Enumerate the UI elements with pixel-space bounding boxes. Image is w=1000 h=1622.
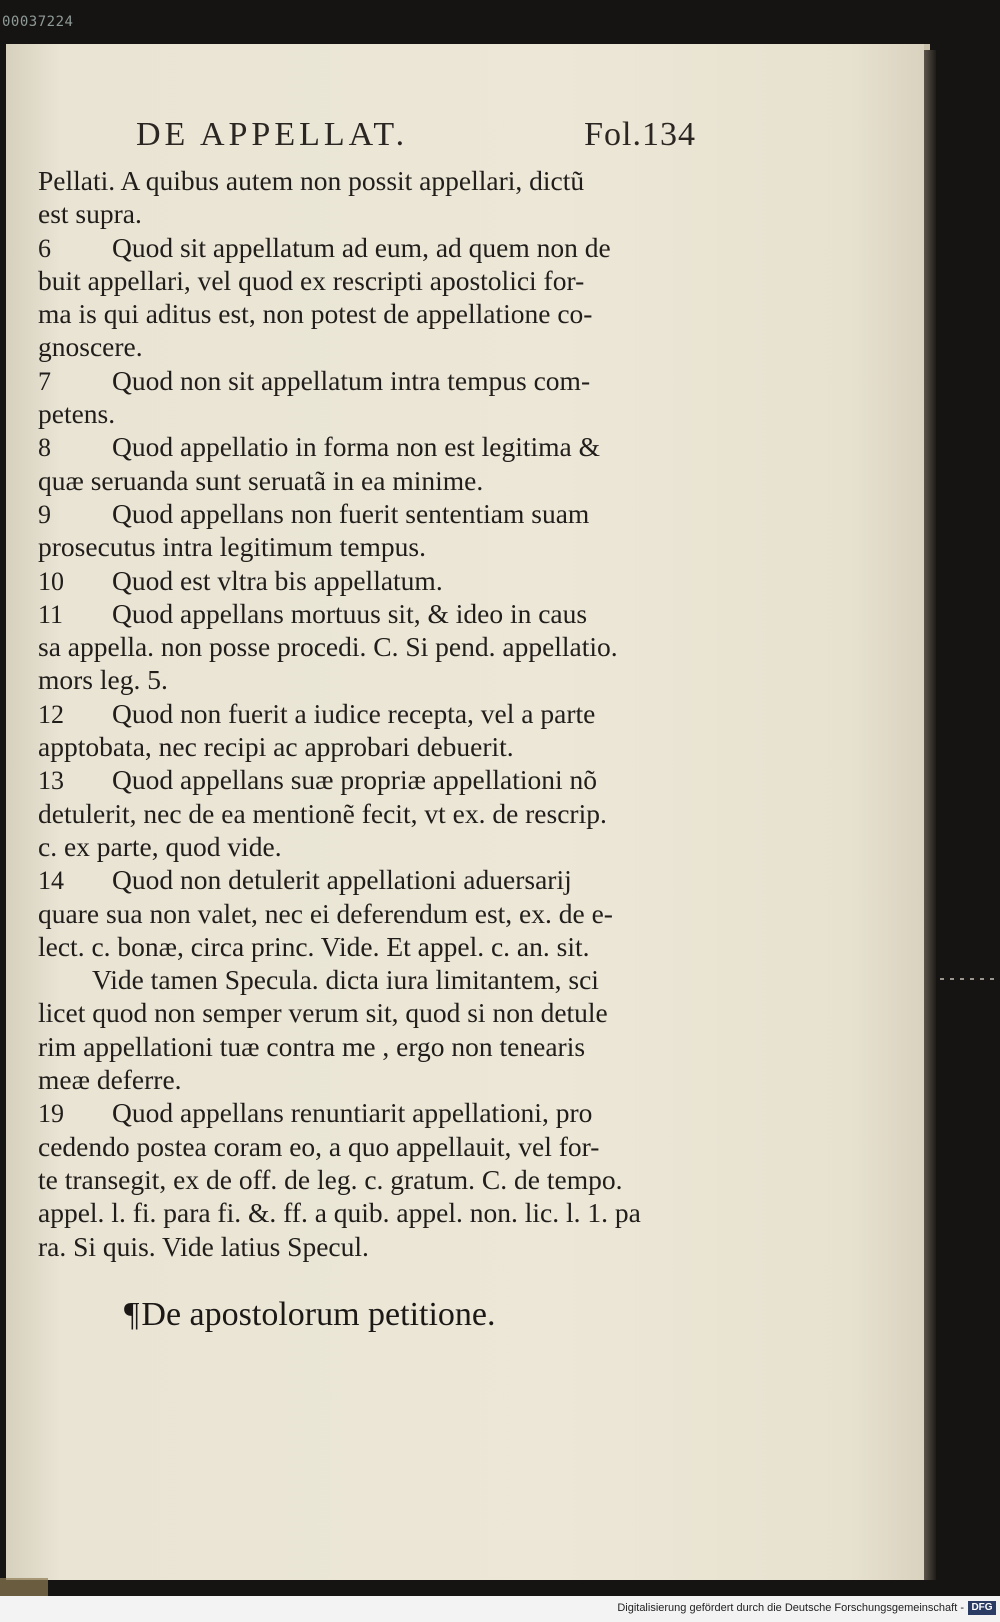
text-line <box>38 364 718 397</box>
item-number: 13 <box>38 766 64 796</box>
text-line <box>38 797 718 830</box>
line-text: Quod sit appellatum ad eum, ad quem non de <box>112 231 611 263</box>
page-edge <box>924 50 936 1580</box>
text-line <box>38 663 718 696</box>
line-text: Quod appellatio in forma non est legitima & <box>112 431 601 463</box>
line-text: te transegit, ex de off. de leg. c. gratum. C. de tempo. <box>38 1163 623 1195</box>
text-line <box>38 464 718 497</box>
line-text: Quod appellans renuntiarit appellationi, pro <box>112 1097 593 1129</box>
text-line <box>38 897 718 930</box>
line-text: sa appella. non posse procedi. C. Si pend. appellatio. <box>38 631 618 663</box>
line-text: Quod appellans suæ propriæ appellationi nõ <box>112 764 597 796</box>
line-text: Pellati. A quibus autem non possit appellari, dictũ <box>38 165 585 196</box>
line-text: mors leg. 5. <box>38 664 168 696</box>
text-line <box>38 197 718 230</box>
running-head-title: DE APPELLAT. <box>136 116 409 153</box>
text-line <box>38 330 718 363</box>
dotted-marker <box>940 978 996 980</box>
text-line <box>38 1096 718 1129</box>
item-number: 7 <box>38 366 51 396</box>
line-text: Quod non detulerit appellationi aduersarij <box>112 864 572 896</box>
line-text: gnoscere. <box>38 331 143 363</box>
text-line <box>38 1230 718 1263</box>
line-text: buit appellari, vel quod ex rescripti apostolici for- <box>38 264 585 296</box>
text-line <box>38 730 718 763</box>
line-text: est supra. <box>38 198 142 230</box>
text-line <box>38 1163 718 1196</box>
text-line <box>38 264 718 297</box>
line-text: meæ deferre. <box>38 1064 182 1096</box>
corner-mark <box>0 1578 48 1596</box>
line-text: licet quod non semper verum sit, quod si non detule <box>38 997 608 1029</box>
section-heading <box>124 1296 496 1334</box>
line-text: Quod appellans non fuerit sententiam suam <box>112 497 590 529</box>
text-line <box>38 597 718 630</box>
line-text: quæ seruanda sunt seruatã in ea minime. <box>38 464 484 496</box>
line-text: prosecutus intra legitimum tempus. <box>38 531 426 563</box>
line-text: petens. <box>38 398 116 430</box>
text-line <box>38 430 718 463</box>
text-line <box>38 963 718 996</box>
text-line <box>38 1130 718 1163</box>
line-text: ma is qui aditus est, non potest de appellatione co- <box>38 298 593 330</box>
text-line <box>38 164 718 197</box>
item-number: 19 <box>38 1099 64 1129</box>
text-line <box>38 1063 718 1096</box>
item-number: 12 <box>38 699 64 729</box>
text-line <box>38 996 718 1029</box>
text-line <box>38 1196 718 1229</box>
line-text: ra. Si quis. Vide latius Specul. <box>38 1230 369 1262</box>
footer-bar <box>0 1596 1000 1622</box>
text-line <box>38 1030 718 1063</box>
line-text: c. ex parte, quod vide. <box>38 830 282 862</box>
item-number: 9 <box>38 499 51 529</box>
running-head <box>136 112 696 162</box>
line-text: Quod appellans mortuus sit, & ideo in caus <box>112 597 588 629</box>
line-text: quare sua non valet, nec ei deferendum est, ex. de e- <box>38 897 613 929</box>
text-line <box>38 397 718 430</box>
folio-number: Fol.134 <box>584 116 696 153</box>
dfg-logo: DFG <box>968 1601 996 1615</box>
scan-id-label: 00037224 <box>2 14 74 30</box>
text-line <box>38 530 718 563</box>
text-line <box>38 830 718 863</box>
line-text: Quod non fuerit a iudice recepta, vel a parte <box>112 697 596 729</box>
text-line <box>38 630 718 663</box>
item-number: 11 <box>38 599 64 629</box>
line-text: Quod non sit appellatum intra tempus com- <box>112 364 591 396</box>
line-text: detulerit, nec de ea mentionẽ fecit, vt ex. de rescrip. <box>38 797 607 829</box>
section-heading-text: De apostolorum petitione. <box>141 1296 496 1333</box>
text-line <box>38 763 718 796</box>
line-text: rim appellationi tuæ contra me , ergo non tenearis <box>38 1030 586 1062</box>
item-number: 10 <box>38 566 64 596</box>
item-number: 14 <box>38 866 64 896</box>
text-line <box>38 497 718 530</box>
line-text: cedendo postea coram eo, a quo appellauit, vel for- <box>38 1130 600 1162</box>
pilcrow-icon: ¶ <box>124 1296 140 1333</box>
text-line <box>38 697 718 730</box>
text-line <box>38 231 718 264</box>
text-line <box>38 564 718 597</box>
line-text: appel. l. fi. para fi. &. ff. a quib. appel. non. lic. l. 1. pa <box>38 1197 641 1229</box>
text-line <box>38 863 718 896</box>
line-text: Quod est vltra bis appellatum. <box>112 564 443 596</box>
item-number: 8 <box>38 433 51 463</box>
line-text: Vide tamen Specula. dicta iura limitantem, sci <box>92 964 599 996</box>
item-number: 6 <box>38 233 51 263</box>
text-line <box>38 297 718 330</box>
line-text: lect. c. bonæ, circa princ. Vide. Et appel. c. an. sit. <box>38 930 590 962</box>
footer-credit: Digitalisierung gefördert durch die Deutsche Forschungsgemeinschaft - <box>617 1602 964 1614</box>
text-line <box>38 930 718 963</box>
body-text <box>38 164 718 1263</box>
line-text: apptobata, nec recipi ac approbari debuerit. <box>38 731 514 763</box>
